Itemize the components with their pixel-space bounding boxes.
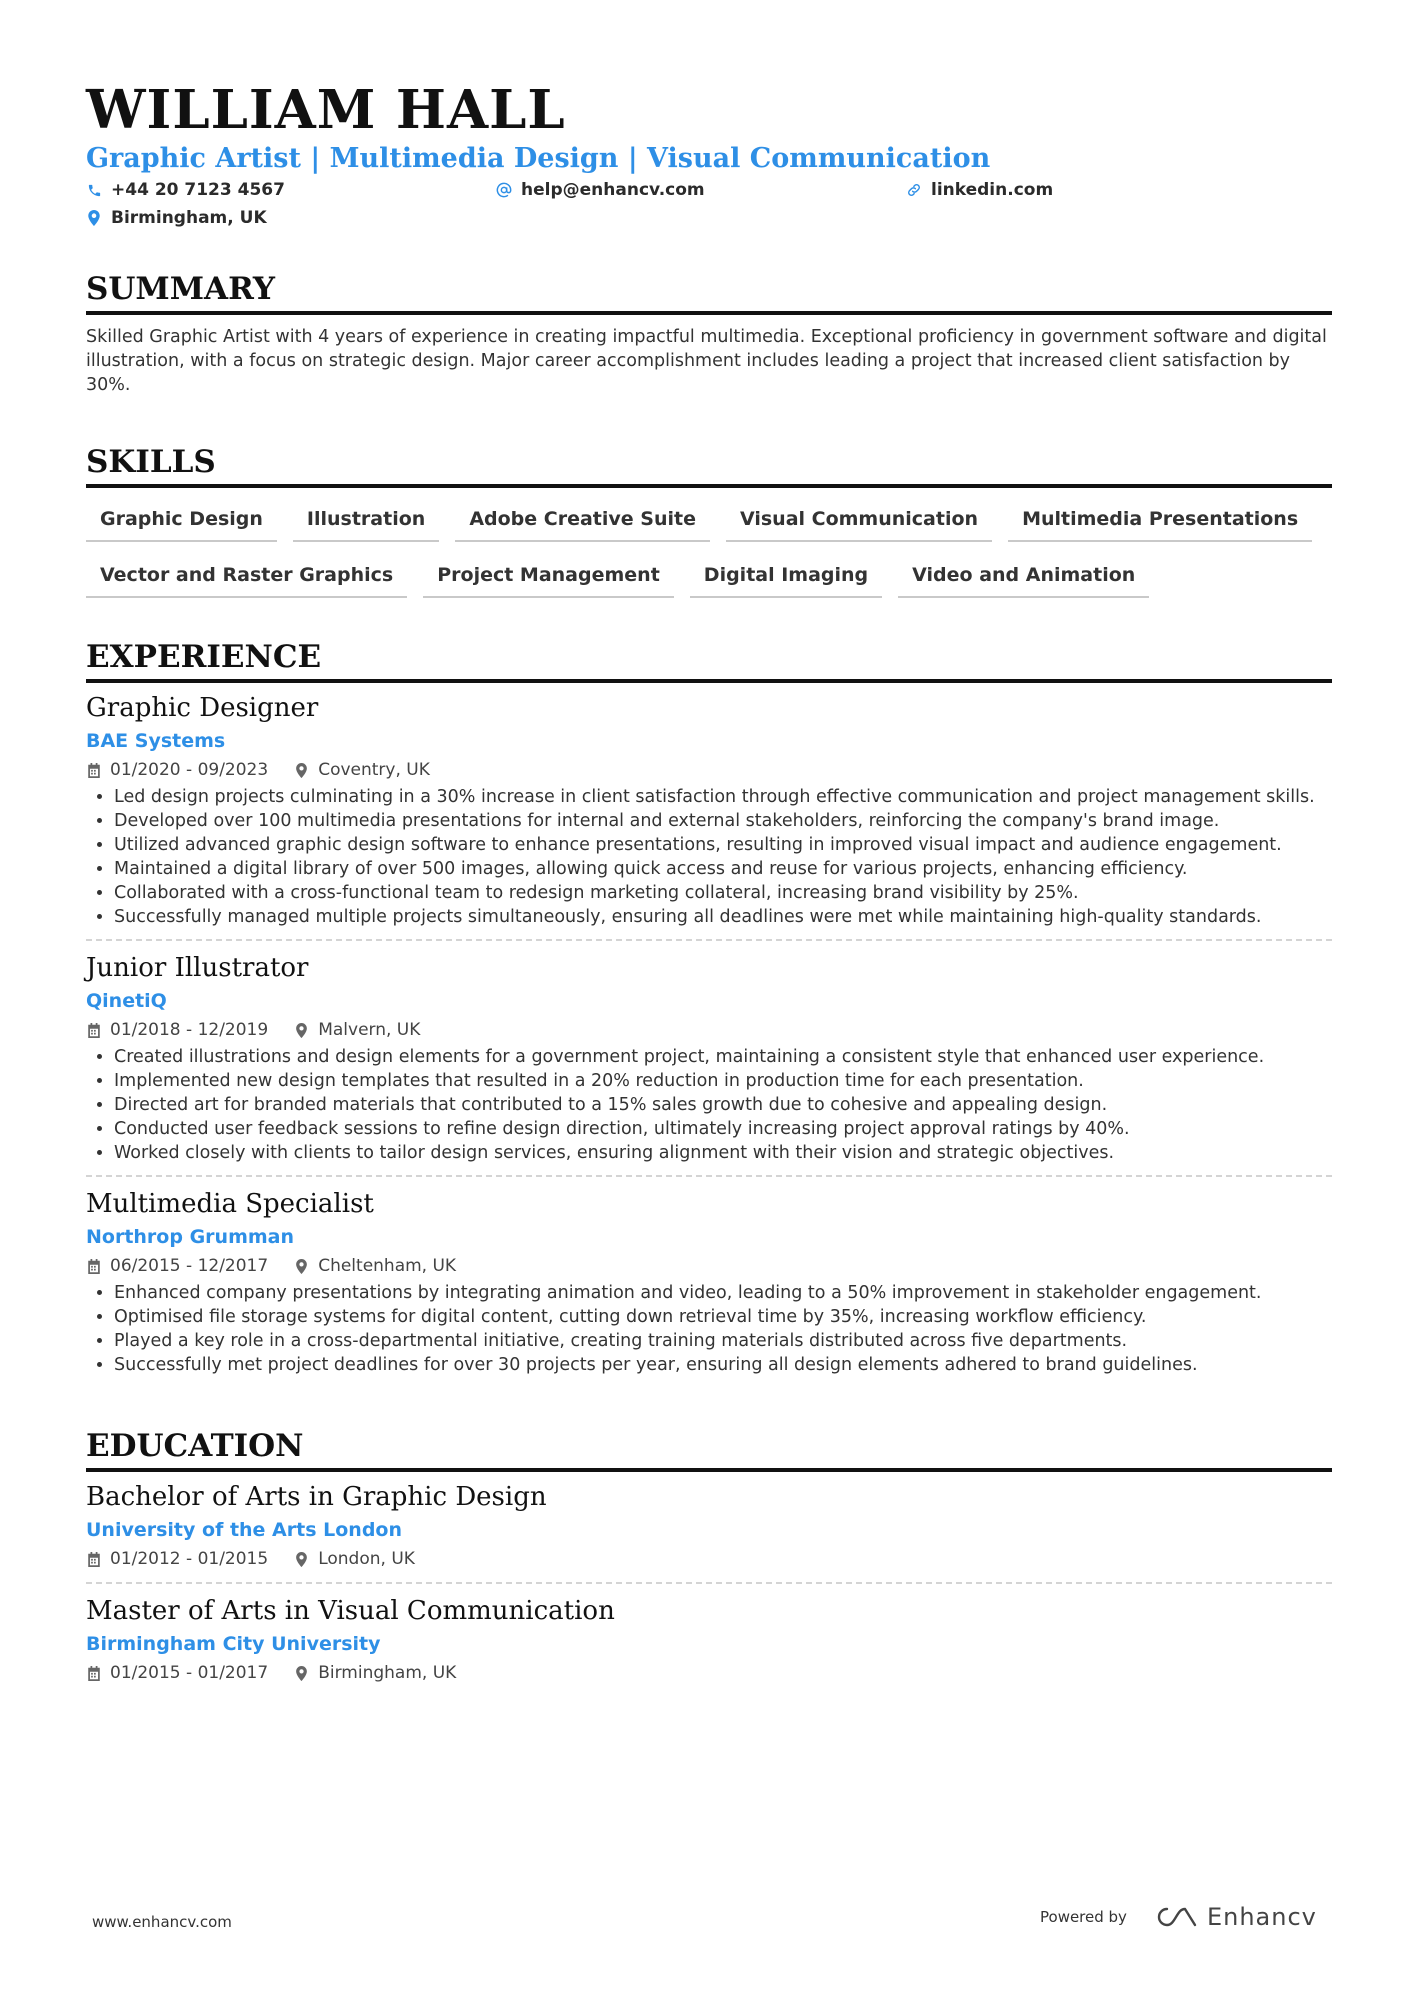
- list-item: • Successfully managed multiple projects simultaneously, ensuring all deadlines were met while maintaining high-quality standards.: [114, 905, 1332, 929]
- location-pin-icon: [294, 1023, 309, 1038]
- company-name: Northrop Grumman: [86, 1226, 295, 1248]
- skill-tag: Vector and Raster Graphics: [86, 558, 407, 598]
- footer-website[interactable]: www.enhancv.com: [92, 1913, 232, 1931]
- list-item: • Successfully met project deadlines for over 30 projects per year, ensuring all design elements adhered to brand guidelines.: [114, 1353, 1332, 1377]
- location-pin-icon: [294, 1259, 309, 1274]
- list-item: • Collaborated with a cross-functional team to redesign marketing collateral, increasing brand visibility by 25%.: [114, 881, 1332, 905]
- job-dates: 01/2018 - 12/2019: [110, 1020, 269, 1040]
- list-item: • Developed over 100 multimedia presentations for internal and external stakeholders, reinforcing the company's brand image.: [114, 809, 1332, 833]
- experience-entry: [86, 939, 1332, 1175]
- powered-by-text: Powered by: [1040, 1908, 1127, 1926]
- education-dates: 01/2015 - 01/2017: [110, 1663, 269, 1683]
- list-item: • Worked closely with clients to tailor design services, ensuring alignment with their vision and strategic objectives.: [114, 1141, 1332, 1165]
- list-item: • Enhanced company presentations by integrating animation and video, leading to a 50% improvement in stakeholder engagement.: [114, 1281, 1332, 1305]
- job-bullets: [86, 1281, 1332, 1377]
- calendar-icon: [86, 1666, 101, 1681]
- job-title: Multimedia Specialist: [86, 1189, 374, 1219]
- email-link[interactable]: help@enhancv.com: [521, 180, 705, 200]
- job-location: Coventry, UK: [318, 760, 430, 780]
- skill-tag: Adobe Creative Suite: [455, 502, 710, 542]
- list-item: • Conducted user feedback sessions to refine design direction, ultimately increasing project approval ratings by 40%.: [114, 1117, 1332, 1141]
- phone-text: +44 20 7123 4567: [111, 180, 285, 200]
- education-meta: [86, 1660, 1332, 1686]
- list-item: • Created illustrations and design elements for a government project, maintaining a consistent style that enhanced user experience.: [114, 1045, 1332, 1069]
- job-bullets: [86, 785, 1332, 929]
- resume-page: [86, 78, 1332, 1696]
- location-pin-icon: [294, 1552, 309, 1567]
- skill-tag: Illustration: [293, 502, 439, 542]
- education-location: London, UK: [318, 1549, 415, 1569]
- contact-email[interactable]: [496, 178, 906, 202]
- calendar-icon: [86, 763, 101, 778]
- company-name: BAE Systems: [86, 730, 226, 752]
- candidate-headline: Graphic Artist | Multimedia Design | Visual Communication: [86, 143, 991, 174]
- footer-branding: [1040, 1903, 1317, 1931]
- list-item: • Utilized advanced graphic design software to enhance presentations, resulting in improved visual impact and audience engagement.: [114, 833, 1332, 857]
- list-item: • Directed art for branded materials that contributed to a 15% sales growth due to cohesive and appealing design.: [114, 1093, 1332, 1117]
- list-item: • Optimised file storage systems for digital content, cutting down retrieval time by 35%, increasing workflow efficiency.: [114, 1305, 1332, 1329]
- education-location: Birmingham, UK: [318, 1663, 457, 1683]
- location-pin-icon: [86, 210, 102, 226]
- phone-icon: [86, 182, 102, 198]
- job-meta: [86, 757, 1332, 783]
- skills-heading: SKILLS: [86, 443, 1332, 488]
- education-entry: [86, 1582, 1332, 1696]
- education-heading: EDUCATION: [86, 1427, 1332, 1472]
- location-pin-icon: [294, 763, 309, 778]
- contact-phone: [86, 178, 496, 202]
- calendar-icon: [86, 1259, 101, 1274]
- list-item: • Maintained a digital library of over 500 images, allowing quick access and reuse for various projects, enhancing efficiency.: [114, 857, 1332, 881]
- calendar-icon: [86, 1552, 101, 1567]
- skill-tag: Visual Communication: [726, 502, 992, 542]
- job-meta: [86, 1017, 1332, 1043]
- link-icon: [906, 182, 922, 198]
- school-name: Birmingham City University: [86, 1633, 381, 1655]
- education-list: [86, 1480, 1332, 1696]
- degree-title: Master of Arts in Visual Communication: [86, 1596, 615, 1626]
- company-name: QinetiQ: [86, 990, 167, 1012]
- education-dates: 01/2012 - 01/2015: [110, 1549, 269, 1569]
- at-sign-icon: [496, 182, 512, 198]
- job-location: Cheltenham, UK: [318, 1256, 457, 1276]
- skill-tag: Multimedia Presentations: [1008, 502, 1312, 542]
- skill-tag: Project Management: [423, 558, 674, 598]
- skill-tag: Graphic Design: [86, 502, 277, 542]
- school-name: University of the Arts London: [86, 1519, 403, 1541]
- contact-location: [86, 206, 496, 230]
- location-pin-icon: [294, 1666, 309, 1681]
- enhancv-logo-icon: [1153, 1904, 1199, 1930]
- candidate-name: WILLIAM HALL: [86, 79, 566, 141]
- experience-entry: [86, 691, 1332, 939]
- skill-tag: Video and Animation: [898, 558, 1149, 598]
- linkedin-link[interactable]: linkedin.com: [931, 180, 1054, 200]
- calendar-icon: [86, 1023, 101, 1038]
- education-entry: [86, 1480, 1332, 1582]
- list-item: • Played a key role in a cross-departmental initiative, creating training materials distributed across five departments.: [114, 1329, 1332, 1353]
- skills-list: [86, 502, 1332, 598]
- experience-entry: [86, 1175, 1332, 1387]
- degree-title: Bachelor of Arts in Graphic Design: [86, 1482, 547, 1512]
- education-meta: [86, 1546, 1332, 1572]
- contact-info: [86, 178, 1332, 230]
- enhancv-logo-text: Enhancv: [1206, 1903, 1317, 1931]
- skill-tag: Digital Imaging: [690, 558, 882, 598]
- summary-heading: SUMMARY: [86, 270, 1332, 315]
- job-dates: 01/2020 - 09/2023: [110, 760, 269, 780]
- job-title: Graphic Designer: [86, 693, 319, 723]
- contact-linkedin[interactable]: [906, 178, 1306, 202]
- location-text: Birmingham, UK: [111, 208, 267, 228]
- job-bullets: [86, 1045, 1332, 1165]
- experience-heading: EXPERIENCE: [86, 638, 1332, 683]
- job-dates: 06/2015 - 12/2017: [110, 1256, 269, 1276]
- experience-list: [86, 691, 1332, 1387]
- job-title: Junior Illustrator: [86, 953, 309, 983]
- list-item: • Led design projects culminating in a 30% increase in client satisfaction through effective communication and project management skills.: [114, 785, 1332, 809]
- summary-text: Skilled Graphic Artist with 4 years of experience in creating impactful multimedia. Exceptional proficiency in government software and digital illustration, with a focus on strategic design. Major career accomplishment includes leading a project that increased client satisfaction by 30%.: [86, 327, 1327, 395]
- job-meta: [86, 1253, 1332, 1279]
- list-item: • Implemented new design templates that resulted in a 20% reduction in production time for each presentation.: [114, 1069, 1332, 1093]
- job-location: Malvern, UK: [318, 1020, 421, 1040]
